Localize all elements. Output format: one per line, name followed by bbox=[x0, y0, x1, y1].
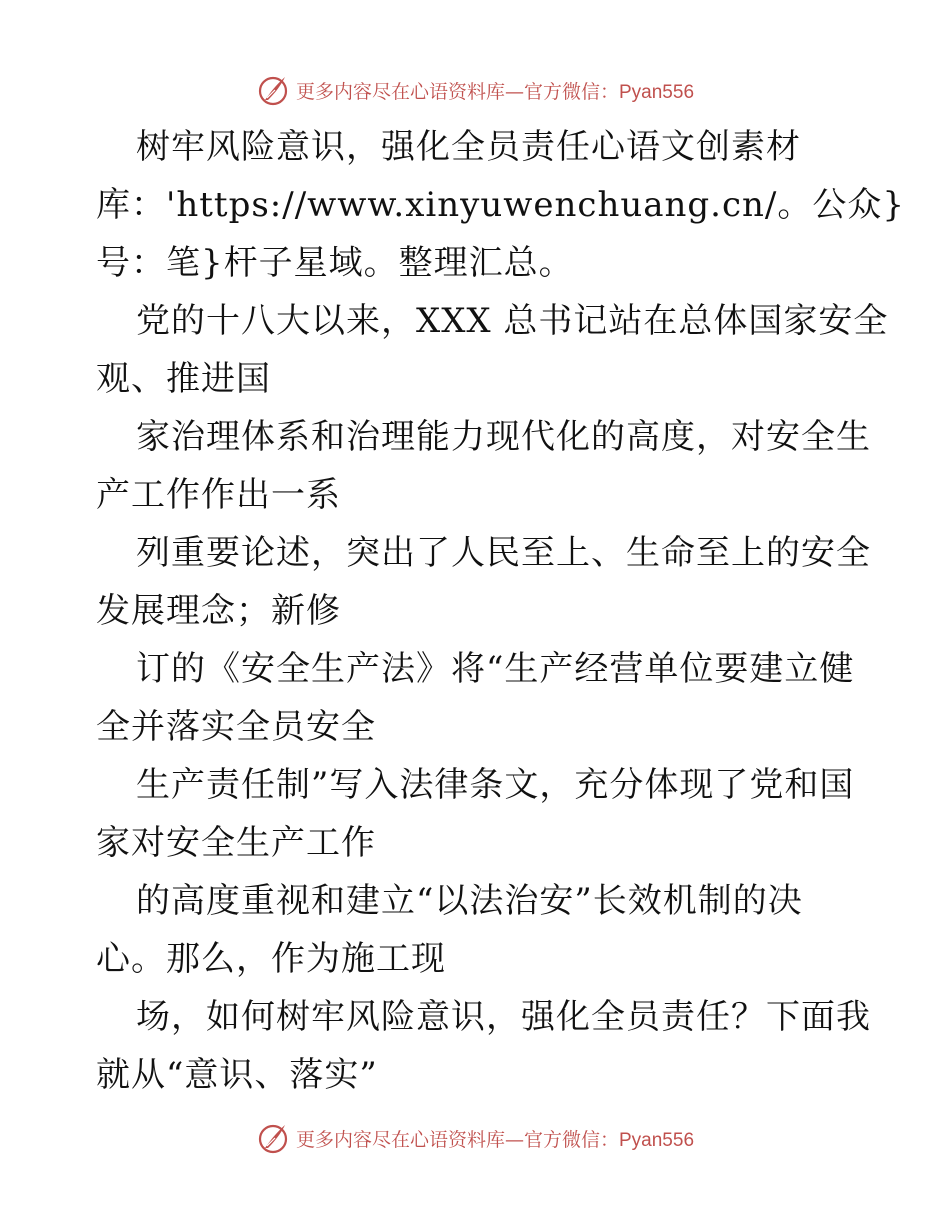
text-line: 心。那么，作为施工现 bbox=[96, 939, 446, 979]
header-banner-main: 更多内容尽在心语资料库 bbox=[295, 80, 505, 103]
footer-banner-official: 官方微信： bbox=[523, 1128, 619, 1151]
text-line: 树牢风险意识，强化全员责任心语文创素材 bbox=[136, 127, 801, 167]
text-line: 生产责任制”写入法律条文，充分体现了党和国 bbox=[136, 765, 855, 805]
footer-banner-separator: — bbox=[504, 1128, 524, 1151]
text-line: 党的十八大以来，XXX 总书记站在总体国家安全 bbox=[136, 301, 889, 341]
document-body bbox=[96, 118, 906, 1104]
text-line: 号：笔}杆子星域。整理汇总。 bbox=[96, 243, 574, 283]
text-line: 观、推进国 bbox=[96, 359, 271, 399]
header-banner-wechat-id: Pyan556 bbox=[619, 81, 695, 103]
text-line: 产工作作出一系 bbox=[96, 475, 341, 515]
text-line: 家治理体系和治理能力现代化的高度，对安全生 bbox=[136, 417, 871, 457]
header-banner-separator: — bbox=[504, 80, 524, 103]
text-line: 库：'https://www.xinyuwenchuang.cn/。公众} bbox=[96, 185, 906, 225]
header-banner-official: 官方微信： bbox=[523, 80, 619, 103]
footer-banner-wechat-id: Pyan556 bbox=[619, 1129, 695, 1151]
footer-banner bbox=[0, 1118, 950, 1158]
text-line: 家对安全生产工作 bbox=[96, 823, 376, 863]
text-line: 发展理念；新修 bbox=[96, 591, 341, 631]
header-banner bbox=[0, 70, 950, 110]
text-line: 全并落实全员安全 bbox=[96, 707, 376, 747]
footer-banner-text bbox=[296, 1125, 694, 1152]
text-line: 订的《安全生产法》将“生产经营单位要建立健 bbox=[136, 649, 855, 689]
text-line: 场，如何树牢风险意识，强化全员责任？下面我 bbox=[136, 997, 871, 1037]
text-line: 就从“意识、落实” bbox=[96, 1055, 378, 1095]
footer-banner-main: 更多内容尽在心语资料库 bbox=[295, 1128, 505, 1151]
quill-pen-logo-icon bbox=[256, 1121, 290, 1155]
text-line: 列重要论述，突出了人民至上、生命至上的安全 bbox=[136, 533, 871, 573]
quill-pen-logo-icon bbox=[256, 73, 290, 107]
text-line: 的高度重视和建立“以法治安”长效机制的决 bbox=[136, 881, 803, 921]
header-banner-text bbox=[296, 77, 694, 104]
